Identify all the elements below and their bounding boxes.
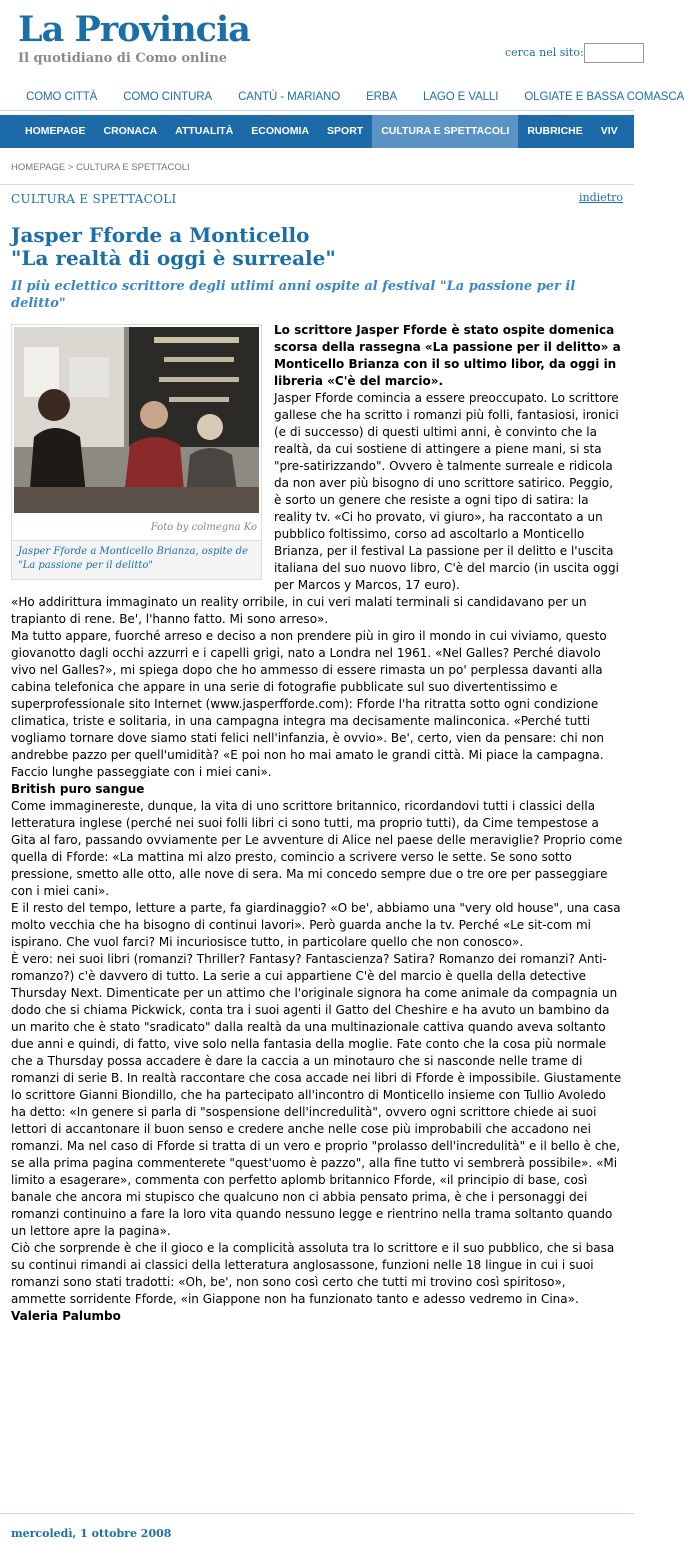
site-tagline: Il quotidiano di Como online (18, 51, 228, 66)
section-label: CULTURA E SPETTACOLI (11, 192, 177, 206)
article-paragraph-1: Jasper Fforde comincia a essere preoccupato. Lo scrittore gallese che ha scritto i romanzi più folli, fantasiosi, ironici (e di successo) di questi ultimi anni, è convinto che la realtà, da cui sostiene di attingere a piene mani, si sta "pre-satirizzando". Ovvero è talmente surreale e ridicola da non aver più bisogno di uno scrittore satirico. Peggio, è sorto un genere che resiste a ogni tipo di satira: la reality tv. «Ci ho provato, vi giuro», ha raccontato a un pubblico foltissimo, corso ad ascoltarlo a Monticello Brianza, per il festival La passione per il delitto e l'uscita italiana del suo nuovo libro, C'è del marcio (in uscita oggi per Marcos y Marcos, 17 euro). (274, 391, 619, 592)
article-photo[interactable] (14, 327, 259, 513)
article-subhead: Il più eclettico scrittore degli utlimi anni ospite al festival "La passione per il delitto" (11, 279, 576, 311)
article-headline (11, 224, 623, 270)
breadcrumb[interactable]: HOMEPAGE > CULTURA E SPETTACOLI (11, 162, 190, 173)
site-logo[interactable]: La Provincia (18, 9, 250, 50)
search-input[interactable] (584, 43, 644, 63)
paragraph-3-start: Ma tutto appare, fuorché arreso e deciso a non prendere più in giro il mondo in cui viviamo, questo giovanotto dagli occhi azzurri e i capelli grigi, nato a Londra nel 1961. «Nel Galles? Perché diavolo vivo nel Galles?», mi spiega dopo che ho ammesso di essere rimasta un po' perplessa davanti alla cabina telefonica che appare in una serie di fotografie pubblicate sul suo divertentissimo e superprofessionale sito Internet ( (11, 629, 607, 711)
main-content (11, 186, 623, 1325)
headline-line-1: Jasper Fforde a Monticello (11, 223, 310, 247)
main-nav (0, 115, 634, 148)
nav-sport[interactable]: SPORT (327, 125, 364, 137)
masthead (0, 0, 634, 80)
local-nav-como-cintura[interactable]: COMO CINTURA (123, 91, 213, 103)
nav-cultura-e-spettacoli[interactable]: CULTURA E SPETTACOLI (372, 115, 518, 148)
photo-illustration (14, 327, 259, 513)
article-body (11, 322, 623, 1325)
article-paragraph-7: Ciò che sorprende è che il gioco e la complicità assoluta tra lo scrittore e il suo pubblico, che si basa su continui rimandi ai classici della letteratura anglosassone, funzioni nelle 18 lingue in cui i suoi romanzi sono stati tradotti: «Oh, be', non sono così certo che tutti mi trovino così spiritoso», ammette sorridente Fforde, «in Giappone non ha funzionato tanto e adesso vedremo in Cina». (11, 1241, 615, 1306)
headline-line-2: "La realtà di oggi è surreale" (11, 246, 336, 270)
article-subtitle: British puro sangue (11, 782, 145, 796)
article-author: Valeria Palumbo (11, 1309, 121, 1323)
article-paragraph-2: «Ho addirittura immaginato un reality orribile, in cui veri malati terminali si candidavano per un trapianto di rene. Be', l'hanno fatto. Mi sono arreso». (11, 595, 587, 626)
article-paragraph-5: E il resto del tempo, letture a parte, fa giardinaggio? «O be', abbiamo una "very old house", una casa molto vecchia che ha bisogno di continui lavori». Però guarda anche la tv. Perché «Le sit-com mi ispirano. Che vuol farci? Mi incuriosisce tutto, in particolare quello che non conosco». (11, 901, 621, 949)
local-nav-cantu-mariano[interactable]: CANTÙ - MARIANO (238, 91, 341, 103)
local-nav-como-citta[interactable]: COMO CITTÀ (26, 91, 98, 103)
footer-date: mercoledì, 1 ottobre 2008 (11, 1527, 172, 1540)
local-nav (0, 84, 684, 111)
photo-caption: Jasper Fforde a Monticello Brianza, ospite de "La passione per il delitto" (12, 540, 261, 579)
nav-cronaca[interactable]: CRONACA (103, 125, 158, 137)
nav-viv[interactable]: VIV (600, 125, 618, 137)
article-paragraph-4: Come immaginereste, dunque, la vita di uno scrittore britannico, ricordandovi tutti i classici della letteratura inglese (perché nei suoi folli libri ci sono tutti, ma proprio tutti), da Cime tempestose a Gita al faro, passando ovviamente per Le avventure di Alice nel paese delle meraviglie? Proprio come quella di Fforde: «La mattina mi alzo presto, comincio a scrivere verso le sette. Se sono sotto pressione, smetto alle otto, alle nove di sera. Ma mi concedo sempre due o tre ore per passeggiare con i miei cani». (11, 799, 623, 898)
local-nav-olgiate[interactable]: OLGIATE E BASSA COMASCA (524, 91, 684, 103)
article-lead: Lo scrittore Jasper Fforde è stato ospite domenica scorsa della rassegna «La passione per il delitto» a Monticello Brianza con il so ultimo libor, da oggi in libreria «C'è del marcio». (274, 323, 621, 388)
nav-homepage[interactable]: HOMEPAGE (25, 125, 86, 137)
section-header (11, 186, 623, 210)
nav-rubriche[interactable]: RUBRICHE (527, 125, 583, 137)
paragraph-3-end: ): Fforde l'ha ritratta sotto ogni condizione climatica, triste e solitaria, in una campagna integra ma decisamente malinconica. «Perché tutti vogliamo tornare dove siamo stati felici nell'infanzia, è ovvio». Be', certo, vien da pensare: chi non andrebbe pazzo per quell'umidità? «E poi non ho mai amato le grandi città. Mi piace la campagna. Faccio lunghe passeggiate con i miei cani». (11, 697, 605, 779)
nav-attualita[interactable]: ATTUALITÀ (175, 125, 234, 137)
author-website-link[interactable]: www.jasperfforde.com (210, 697, 345, 711)
article-paragraph-3 (11, 628, 623, 781)
photo-credit: Foto by colmegna Ko (150, 522, 257, 533)
nav-economia[interactable]: ECONOMIA (251, 125, 310, 137)
article-paragraph-6: È vero: nei suoi libri (romanzi? Thriller? Fantasy? Fantascienza? Satira? Romanzo dei romanzi? Anti-romanzo?) c'è davvero di tutto. La serie a cui appartiene C'è del marcio è quella della detective Thursday Next. Dimenticate per un attimo che l'originale signora ha come animale da compagnia un dodo che si chiama Pickwick, conta tra i suoi agenti il Gatto del Cheshire e ha avuto un bambino da un marito che è stato "sradicato" dalla realtà da una multinazionale cattiva quando aveva soltanto due anni e quindi, di fatto, vive solo nella fantasia della moglie. Fate conto che la cosa più normale che a Thursday possa accadere è dare la caccia a un minotauro che si nasconde nelle trame di romanzi di serie B. In realtà raccontare che cosa accade nei libri di Fforde è impossibile. Giustamente lo scrittore Gianni Biondillo, che ha partecipato all'incontro di Monticello insieme con Tullio Avoledo ha detto: «In genere si parla di "sospensione dell'incredulità", ovvero ogni scrittore chiede ai suoi lettori di accantonare il buon senso e credere anche nelle cose più improbabili che accadono nei romanzi. Ma nel caso di Fforde si tratta di un vero e proprio "prolasso dell'incredulità" e il bello è che, se alla prima pagina commenterete "quest'uomo è pazzo", alla fine tutto vi sembrerà possibile». «Mi limito a esagerare», commenta con perfetto aplomb britannico Fforde, «il principio di base, così banale che ancora mi stupisco che qualcuno non ci abbia pensato prima, è che i personaggi dei romanzi continuino a fare la loro vita quando nessuno legge e rientrino nella trama soltanto quando un lettore apre la pagina». (11, 952, 622, 1238)
back-link[interactable]: indietro (579, 191, 623, 204)
search-label: cerca nel sito: (505, 46, 584, 59)
local-nav-erba[interactable]: ERBA (366, 91, 398, 103)
local-nav-lago-e-valli[interactable]: LAGO E VALLI (423, 91, 499, 103)
photo-box (11, 324, 262, 580)
